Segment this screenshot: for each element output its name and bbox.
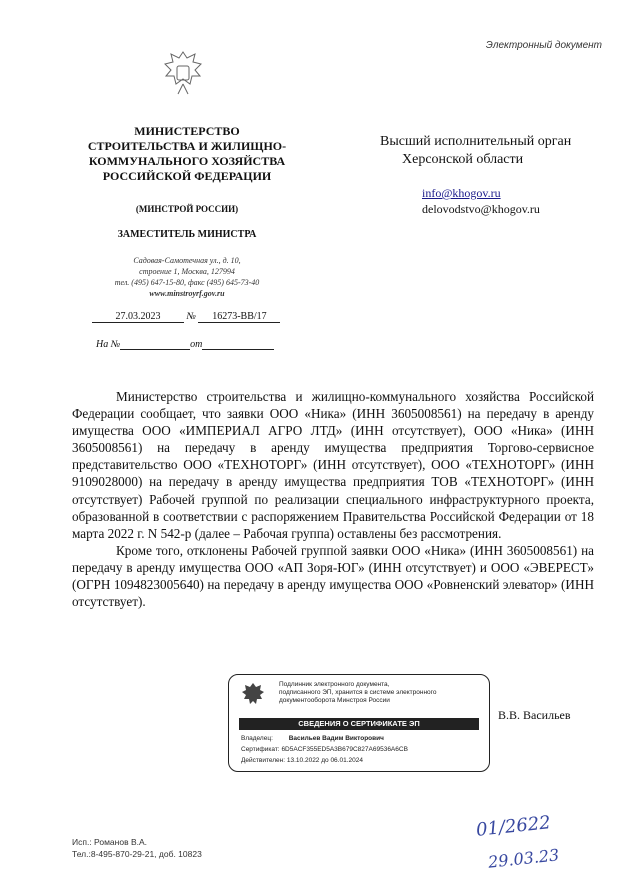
ministry-short-name: (МИНСТРОЙ РОССИИ) <box>135 204 239 214</box>
electronic-document-label: Электронный документ <box>485 40 602 51</box>
reference-line <box>96 339 274 350</box>
valid-label: Действителен: <box>241 757 286 764</box>
cert-label: Сертификат: <box>241 746 280 753</box>
coat-of-arms-emblem-icon <box>160 48 206 100</box>
e-signature-stamp <box>228 674 490 772</box>
address-line: тел. (495) 647-15-80, факс (495) 645-73-40 <box>114 278 260 287</box>
recipient-line: Херсонской области <box>402 152 524 167</box>
stamp-text <box>279 681 437 705</box>
ministry-line: МИНИСТЕРСТВО <box>134 124 240 138</box>
stamp-text-line: документооборота Минстроя России <box>279 697 390 704</box>
body-paragraph: Кроме того, отклонены Рабочей группой заявки ООО «Ника» (ИНН 3605008561) на передачу в аренду имущества ООО «АП Зоря-ЮГ» (ИНН отсутствует) и ООО «ЭВЕРЕСТ» (ОГРН 1094823005640) на передачу в аренду имущества ООО «Ровненский элеватор» (ИНН отсутствует). <box>72 542 594 610</box>
registration-line <box>92 311 292 323</box>
ministry-address <box>72 255 302 299</box>
registration-number: 16273-ВВ/17 <box>198 311 280 323</box>
registration-date: 27.03.2023 <box>92 311 184 323</box>
stamp-text-line: подписанного ЭП, хранится в системе электронного <box>279 689 437 696</box>
reference-date-label: от <box>190 339 203 350</box>
certificate-serial-row <box>241 746 408 753</box>
ministry-line: СТРОИТЕЛЬСТВА И ЖИЛИЩНО- <box>87 139 287 153</box>
owner-label: Владелец: <box>241 735 273 742</box>
address-line: строение 1, Москва, 127994 <box>139 267 235 276</box>
recipient-block <box>380 133 600 169</box>
body-paragraph: Министерство строительства и жилищно-коммунального хозяйства Российской Федерации сообщает, что заявки ООО «Ника» (ИНН 3605008561) на передачу в аренду имущества ООО «ИМПЕРИАЛ АГРО ЛТД» (ИНН отсутствует), ООО «Ника» (ИНН 3605008561) на передачу в аренду имущества предприятия Торгово-сервисное представительство ООО «ТЕХНОТОРГ» (ИНН отсутствует), ООО «ТЕХНОТОРГ» (ИНН 9109028000) на передачу в аренду имущества предприятия ТОВ «ТЕХНОТОРГ» (ИНН отсутствует) Рабочей группой по реализации специального инфраструктурного проекта, образованной в соответствии с распоряжением Правительства Российской Федерации от 18 марта 2022 г. N 542-р (далее – Рабочая группа) оставлены без рассмотрения. <box>72 389 594 541</box>
letter-body <box>72 388 594 610</box>
ministry-line: КОММУНАЛЬНОГО ХОЗЯЙСТВА <box>88 154 286 168</box>
email-text: delovodstvo@khogov.ru <box>422 202 540 216</box>
executor-phone: Тел.:8-495-870-29-21, доб. 10823 <box>72 849 202 859</box>
registration-number-label: № <box>186 311 196 322</box>
eagle-emblem-icon <box>241 681 265 709</box>
handwritten-incoming-number: 01/2622 <box>475 812 552 841</box>
website: www.minstroyrf.gov.ru <box>149 289 225 298</box>
reference-number-blank <box>120 339 190 350</box>
recipient-emails <box>422 185 540 217</box>
ministry-line: РОССИЙСКОЙ ФЕДЕРАЦИИ <box>102 169 272 183</box>
executor-info <box>72 836 202 860</box>
stamp-text-line: Подлинник электронного документа, <box>279 681 390 688</box>
address-line: Садовая-Самотечная ул., д. 10, <box>133 256 241 265</box>
owner-name: Васильев Вадим Викторович <box>288 735 384 742</box>
signatory-name: В.В. Васильев <box>498 708 571 722</box>
handwritten-date: 29.03.23 <box>487 845 561 872</box>
cert-serial: 6D5ACF355ED5A3B679C827A69536A6CB <box>281 746 408 753</box>
recipient-line: Высший исполнительный орган <box>380 134 572 149</box>
email-link[interactable]: info@khogov.ru <box>422 186 501 200</box>
certificate-validity-row <box>241 757 363 764</box>
reference-date-blank <box>202 339 274 350</box>
certificate-owner-row <box>241 735 384 742</box>
position-title: ЗАМЕСТИТЕЛЬ МИНИСТРА <box>117 229 257 240</box>
valid-dates: 13.10.2022 до 06.01.2024 <box>286 757 363 764</box>
certificate-header: СВЕДЕНИЯ О СЕРТИФИКАТЕ ЭП <box>239 718 479 730</box>
reference-number-label: На № <box>96 339 121 350</box>
executor-name: Исп.: Романов В.А. <box>72 837 148 847</box>
ministry-name <box>72 124 302 184</box>
